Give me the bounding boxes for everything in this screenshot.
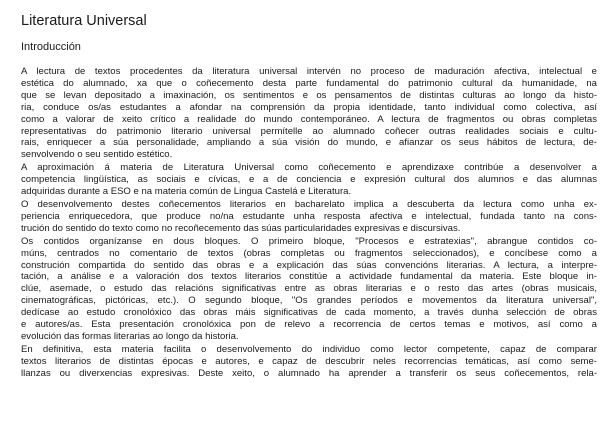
text-line: como a valorar de xeito crítico a realidade do mundo contemporáneo. A lectura de fragmentos ou obras completas	[21, 113, 597, 125]
text-line: que se levan depositado a imaxinación, os sentimentos e os pensamentos de distintas culturas ao longo da histo-	[21, 89, 597, 101]
text-line: En definitiva, esta materia facilita o desenvolvemento do individuo como lector competente, capaz de comparar	[21, 343, 597, 355]
paragraph	[21, 344, 597, 380]
text-line: e autores/as. Esta presentación cronolóxica pon de relevo a recorrencia de certos temas e motivos, así como a	[21, 319, 597, 331]
text-line: construción compartida do sentido das obras e a explicación das súas convencións literarias. A lectura, a interpre-	[21, 259, 597, 271]
text-line: llanzas ou diverxencias expresivas. Deste xeito, o alumnado ha aprender a transferir os seus coñecementos, rela-	[21, 367, 597, 379]
text-line: periencia enriquecedora, que produce no/na estudante unha resposta afectiva e intelectual, fundada tanto na cons-	[21, 210, 597, 222]
body-text	[21, 66, 597, 380]
text-line: A lectura de textos procedentes da literatura universal intervén no proceso de maduración afectiva, intelectual e	[21, 66, 597, 77]
text-line: evolución das formas literarias ao longo da historia.	[21, 330, 239, 342]
text-line: tación, a análise e a valoración dos textos literarios constitúe a actividade fundamental da materia. Este bloque in-	[21, 271, 597, 283]
text-line: múns, centrados no comentario de textos (obras completas ou fragmentos seleccionados), e concíbese como a	[21, 247, 597, 259]
text-line: trución do sentido do texto como no recoñecemento das súas particularidades expresivas e discursivas.	[21, 222, 461, 234]
text-line: dedícase ao estudo cronolóxico das obras máis significativas de cada momento, a través dunha selección de obras	[21, 307, 597, 319]
text-line: cinematográficas, pictóricas, etc.). O segundo bloque, "Os grandes períodos e movementos da literatura universal",	[21, 295, 597, 307]
text-line: A aproximación á materia de Literatura Universal como coñecemento e aprendizaxe contribúe a desenvolver a	[21, 162, 597, 174]
text-line: rais, enriquecer a súa personalidade, ampliando a súa visión do mundo, e afianzar os seus hábitos de lectura, de-	[21, 137, 597, 149]
text-line: senvolvendo o seu sentido estético.	[21, 149, 173, 161]
text-line: textos literarios de distintas épocas e autores, e capaz de descubrir neles recorrencias temáticas, así como seme-	[21, 355, 597, 367]
section-heading: Introducción	[21, 41, 81, 53]
paragraph	[21, 66, 597, 161]
text-line: competencia lingüística, as sociais e cívicas, e a de conciencia e expresión cultural dos alumnos e das alumnas	[21, 174, 597, 186]
text-line: O desenvolvemento destes coñecementos literarios en bacharelato implica a descuberta da lectura como unha ex-	[21, 198, 597, 210]
text-line: Os contidos organízanse en dous bloques. O primeiro bloque, "Procesos e estratexias", abrangue contidos co-	[21, 235, 597, 247]
document-title: Literatura Universal	[21, 13, 147, 29]
document-page	[21, 12, 597, 381]
text-line: clúe, asemade, o estudo das relacións significativas entre as obras literarias e o resto das artes (obras musicais,	[21, 283, 597, 295]
paragraph	[21, 162, 597, 198]
text-line: ria, conduce os/as estudantes a afondar na comprensión da propia identidade, tanto individual como colectiva, así	[21, 101, 597, 113]
text-line: representativas do patrimonio literario universal permítelle ao alumnado coñecer outras realidades sociais e cultu-	[21, 125, 597, 137]
paragraph	[21, 199, 597, 235]
text-line: adquiridas durante a ESO e na materia común de Lingua Castelá e Literatura.	[21, 186, 352, 198]
paragraph	[21, 236, 597, 343]
text-line: estética do alumnado, xa que o coñecemento desta parte fundamental do patrimonio cultural da humanidade, na	[21, 77, 597, 89]
